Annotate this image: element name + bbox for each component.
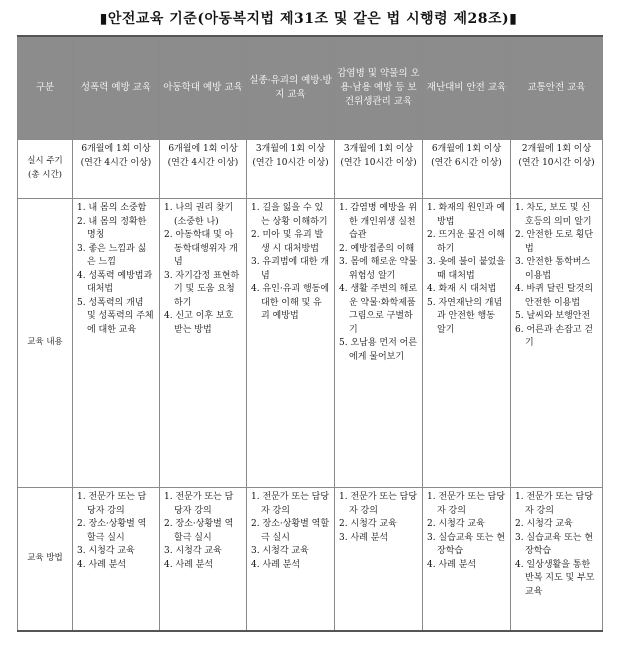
list-item: 1. 전문가 또는 담당자 강의 bbox=[164, 492, 234, 516]
list-item: 2. 내 몸의 정확한 명칭 bbox=[77, 216, 147, 240]
frequency-label: 실시 주기 (총 시간) bbox=[18, 140, 73, 199]
method-list bbox=[77, 491, 155, 572]
list-item: 3. 사례 분석 bbox=[339, 532, 389, 543]
method-cell bbox=[511, 488, 603, 632]
list-item: 4. 신고 이후 보호받는 방법 bbox=[164, 311, 234, 335]
list-item: 1. 전문가 또는 담당자 강의 bbox=[251, 492, 330, 516]
method-cell bbox=[160, 488, 247, 632]
list-item: 2. 시청각 교육 bbox=[515, 519, 573, 529]
content-cell bbox=[160, 199, 247, 488]
content-cell bbox=[511, 199, 603, 488]
list-item: 4. 바퀴 달린 탈것의 안전한 이용법 bbox=[515, 284, 594, 308]
list-item: 4. 성폭력 예방법과 대처법 bbox=[77, 270, 153, 294]
list-item: 5. 자연재난의 개념과 안전한 행동 알기 bbox=[427, 297, 503, 335]
list-item: 3. 시청각 교육 bbox=[251, 546, 309, 556]
list-item: 2. 안전한 도로 횡단법 bbox=[515, 230, 594, 254]
list-item: 4. 사례 분석 bbox=[251, 559, 301, 570]
list-item: 4. 화재 시 대처법 bbox=[427, 284, 497, 294]
list-item: 3. 옷에 불이 붙었을 때 대처법 bbox=[427, 257, 506, 281]
list-item: 1. 나의 권리 찾기(소중한 나) bbox=[164, 203, 234, 227]
list-item: 3. 유괴범에 대한 개념 bbox=[251, 257, 330, 281]
content-cell bbox=[423, 199, 511, 488]
list-item: 1. 전문가 또는 담당자 강의 bbox=[77, 492, 147, 516]
header-disaster: 재난대비 안전 교육 bbox=[423, 36, 511, 140]
method-cell bbox=[335, 488, 423, 632]
list-item: 3. 몸에 해로운 약물 위험성 알기 bbox=[339, 257, 418, 281]
list-item: 1. 전문가 또는 담당자 강의 bbox=[339, 492, 418, 516]
content-cell bbox=[247, 199, 335, 488]
method-list bbox=[251, 491, 330, 572]
list-item: 3. 안전한 통학버스 이용법 bbox=[515, 257, 591, 281]
list-item: 2. 시청각 교육 bbox=[339, 519, 397, 529]
page-title: ▮안전교육 기준(아동복지법 제31조 및 같은 법 시행령 제28조)▮ bbox=[99, 11, 518, 27]
list-item: 2. 뜨거운 물건 이해하기 bbox=[427, 230, 506, 254]
method-list bbox=[339, 491, 418, 545]
content-list bbox=[427, 202, 506, 337]
list-item: 3. 좋은 느낌과 싫은 느낌 bbox=[77, 243, 147, 267]
content-cell bbox=[335, 199, 423, 488]
frequency-cell: 6개월에 1회 이상 (연간 4시간 이상) bbox=[73, 140, 160, 199]
header-row bbox=[18, 36, 603, 140]
list-item: 1. 전문가 또는 담당자 강의 bbox=[427, 492, 506, 516]
method-cell bbox=[73, 488, 160, 632]
list-item: 3. 실습교육 또는 현장학습 bbox=[515, 532, 594, 556]
frequency-cell: 3개월에 1회 이상 (연간 10시간 이상) bbox=[247, 140, 335, 199]
content-label: 교육 내용 bbox=[18, 199, 73, 488]
content-row bbox=[18, 199, 603, 488]
content-cell bbox=[73, 199, 160, 488]
list-item: 3. 시청각 교육 bbox=[77, 546, 135, 556]
header-category: 구분 bbox=[18, 36, 73, 140]
list-item: 2. 예방접종의 이해 bbox=[339, 243, 415, 254]
content-list bbox=[77, 202, 155, 337]
list-item: 2. 장소·상황별 역할극 실시 bbox=[251, 519, 330, 543]
list-item: 4. 일상생활을 통한 반복 지도 및 부모 교육 bbox=[515, 559, 595, 597]
header-child-abuse: 아동학대 예방 교육 bbox=[160, 36, 247, 140]
frequency-row bbox=[18, 140, 603, 199]
content-list bbox=[164, 202, 242, 337]
header-health-hygiene: 감염병 및 약물의 오용·남용 예방 등 보건위생관리 교육 bbox=[335, 36, 423, 140]
list-item: 1. 전문가 또는 담당자 강의 bbox=[515, 492, 594, 516]
list-item: 2. 시청각 교육 bbox=[427, 519, 485, 529]
frequency-cell: 6개월에 1회 이상 (연간 4시간 이상) bbox=[160, 140, 247, 199]
list-item: 2. 장소·상황별 역할극 실시 bbox=[77, 519, 147, 543]
frequency-cell: 3개월에 1회 이상 (연간 10시간 이상) bbox=[335, 140, 423, 199]
list-item: 3. 자기감정 표현하기 및 도움 요청하기 bbox=[164, 270, 240, 308]
method-row bbox=[18, 488, 603, 632]
header-traffic: 교통안전 교육 bbox=[511, 36, 603, 140]
list-item: 5. 날씨와 보행안전 bbox=[515, 311, 591, 321]
method-label: 교육 방법 bbox=[18, 488, 73, 632]
method-list bbox=[427, 491, 506, 572]
content-list bbox=[339, 202, 418, 364]
method-cell bbox=[423, 488, 511, 632]
list-item: 4. 유인·유괴 행동에 대한 이해 및 유괴 예방법 bbox=[251, 284, 330, 321]
list-item: 1. 차도, 보도 및 신호등의 의미 알기 bbox=[515, 203, 592, 227]
frequency-cell: 2개월에 1회 이상 (연간 10시간 이상) bbox=[511, 140, 603, 199]
list-item: 1. 길을 잃을 수 있는 상황 이해하기 bbox=[251, 203, 328, 227]
header-sexual-violence: 성폭력 예방 교육 bbox=[73, 36, 160, 140]
list-item: 1. 내 몸의 소중함 bbox=[77, 203, 147, 213]
method-list bbox=[515, 491, 598, 599]
list-item: 3. 실습교육 또는 현장학습 bbox=[427, 532, 506, 556]
safety-education-table bbox=[17, 35, 603, 632]
content-list bbox=[515, 202, 598, 351]
header-missing-kidnap: 실종·유괴의 예방·방지 교육 bbox=[247, 36, 335, 140]
list-item: 2. 미아 및 유괴 발생 시 대처방법 bbox=[251, 230, 324, 254]
list-item: 6. 어른과 손잡고 걷기 bbox=[515, 324, 594, 348]
list-item: 3. 시청각 교육 bbox=[164, 546, 222, 556]
list-item: 5. 성폭력의 개념 및 성폭력의 주체에 대한 교육 bbox=[77, 297, 154, 335]
content-list bbox=[251, 202, 330, 324]
list-item: 1. 감염병 예방을 위한 개인위생 실천 습관 bbox=[339, 203, 418, 240]
frequency-cell: 6개월에 1회 이상 (연간 6시간 이상) bbox=[423, 140, 511, 199]
method-cell bbox=[247, 488, 335, 632]
list-item: 4. 사례 분석 bbox=[164, 559, 214, 570]
list-item: 4. 사례 분석 bbox=[427, 559, 477, 570]
list-item: 5. 오남용 먼저 어른에게 물어보기 bbox=[339, 338, 418, 362]
list-item: 4. 생활 주변의 해로운 약물·화학제품 그림으로 구별하기 bbox=[339, 284, 418, 335]
list-item: 4. 사례 분석 bbox=[77, 559, 127, 570]
list-item: 1. 화재의 원인과 예방법 bbox=[427, 203, 506, 227]
method-list bbox=[164, 491, 242, 572]
list-item: 2. 아동학대 및 아동학대행위자 개념 bbox=[164, 230, 238, 267]
list-item: 2. 장소·상황별 역할극 실시 bbox=[164, 519, 234, 543]
